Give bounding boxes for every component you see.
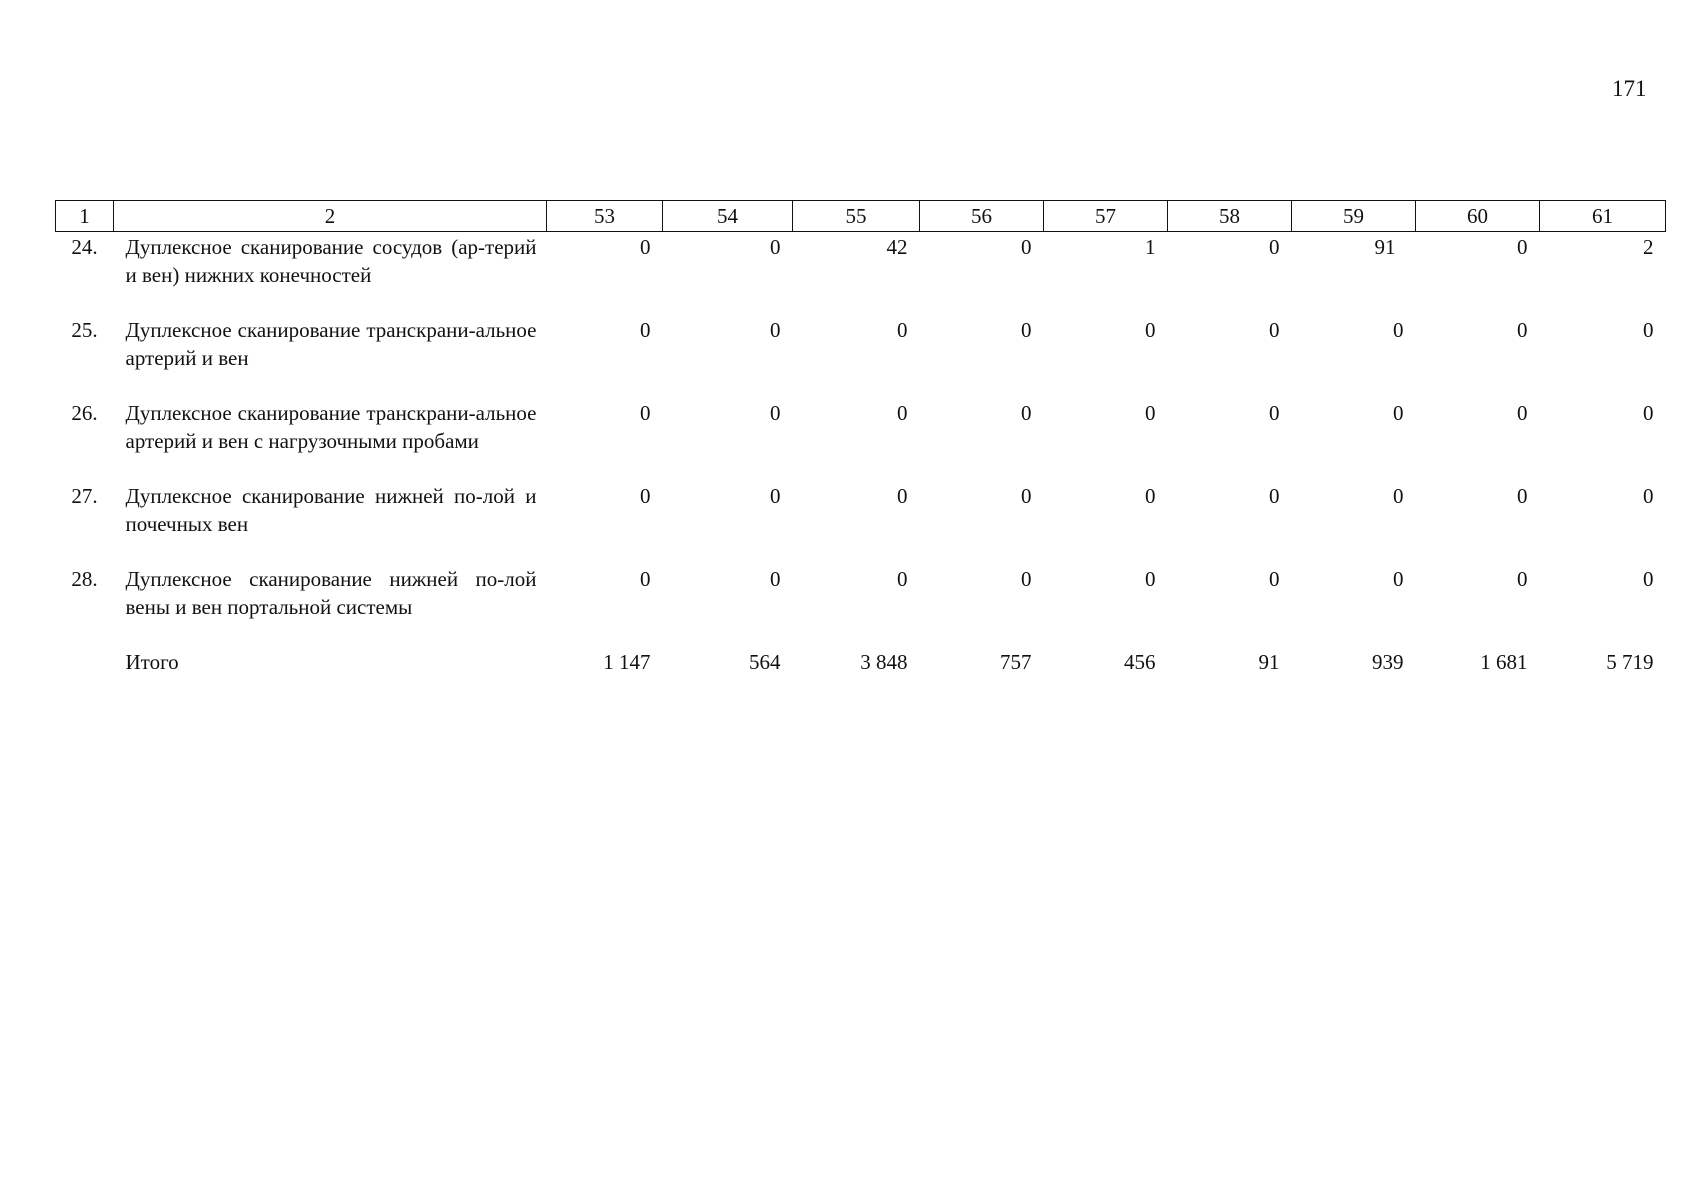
table-row xyxy=(56,565,1666,648)
column-header: 61 xyxy=(1540,201,1666,232)
table-row xyxy=(56,399,1666,482)
cell-value: 0 xyxy=(1393,318,1404,342)
cell-value: 0 xyxy=(897,484,908,508)
cell-value: 0 xyxy=(1145,567,1156,591)
cell-value: 0 xyxy=(1269,235,1280,259)
cell-value: 0 xyxy=(770,484,781,508)
cell-value: 0 xyxy=(770,567,781,591)
cell-value: 0 xyxy=(1643,567,1654,591)
cell-value: 91 xyxy=(1374,235,1396,259)
cell-value: 0 xyxy=(1145,318,1156,342)
cell-value: 0 xyxy=(1269,401,1280,425)
page-number: 171 xyxy=(1612,76,1647,101)
cell-value: 0 xyxy=(640,318,651,342)
cell-value: 2 xyxy=(1643,235,1654,259)
total-value: 91 xyxy=(1258,650,1280,674)
row-number: 24. xyxy=(71,235,98,259)
cell-value: 0 xyxy=(1021,567,1032,591)
table-row xyxy=(56,482,1666,565)
table-row xyxy=(56,232,1666,317)
row-number: 27. xyxy=(71,484,98,508)
cell-value: 0 xyxy=(1269,318,1280,342)
cell-value: 0 xyxy=(1517,567,1528,591)
cell-value: 0 xyxy=(897,401,908,425)
cell-value: 0 xyxy=(1517,235,1528,259)
cell-value: 0 xyxy=(1021,484,1032,508)
column-header: 58 xyxy=(1168,201,1292,232)
total-label: Итого xyxy=(125,650,179,674)
total-value: 564 xyxy=(749,650,781,674)
total-row xyxy=(56,648,1666,676)
cell-value: 0 xyxy=(770,401,781,425)
row-number xyxy=(56,648,114,676)
cell-value: 0 xyxy=(1393,567,1404,591)
total-value: 939 xyxy=(1372,650,1404,674)
total-value: 1 681 xyxy=(1480,650,1528,674)
row-name: Дуплексное сканирование транскрани-альное артерий и вен с нагрузочными пробами xyxy=(125,401,537,453)
cell-value: 0 xyxy=(640,567,651,591)
cell-value: 0 xyxy=(1021,318,1032,342)
total-value: 1 147 xyxy=(603,650,651,674)
cell-value: 42 xyxy=(886,235,908,259)
cell-value: 0 xyxy=(1517,318,1528,342)
cell-value: 0 xyxy=(1643,401,1654,425)
cell-value: 0 xyxy=(640,401,651,425)
row-number: 28. xyxy=(71,567,98,591)
row-number: 25. xyxy=(71,318,98,342)
cell-value: 0 xyxy=(897,318,908,342)
cell-value: 0 xyxy=(1021,401,1032,425)
cell-value: 0 xyxy=(770,318,781,342)
total-value: 456 xyxy=(1124,650,1156,674)
row-name: Дуплексное сканирование нижней по-лой и почечных вен xyxy=(125,484,537,536)
total-value: 757 xyxy=(1000,650,1032,674)
cell-value: 0 xyxy=(1021,235,1032,259)
cell-value: 0 xyxy=(1393,401,1404,425)
column-header: 55 xyxy=(793,201,920,232)
total-value: 5 719 xyxy=(1606,650,1654,674)
cell-value: 1 xyxy=(1145,235,1156,259)
statistics-table xyxy=(55,200,1666,676)
row-number: 26. xyxy=(71,401,98,425)
cell-value: 0 xyxy=(1269,567,1280,591)
total-value: 3 848 xyxy=(860,650,908,674)
row-name: Дуплексное сканирование нижней по-лой вены и вен портальной системы xyxy=(125,567,537,619)
cell-value: 0 xyxy=(640,235,651,259)
row-name: Дуплексное сканирование транскрани-альное артерий и вен xyxy=(125,318,537,370)
row-name: Дуплексное сканирование сосудов (ар-терий и вен) нижних конечностей xyxy=(125,235,537,287)
header-row xyxy=(56,201,1666,232)
cell-value: 0 xyxy=(770,235,781,259)
column-header: 59 xyxy=(1292,201,1416,232)
cell-value: 0 xyxy=(897,567,908,591)
column-header: 53 xyxy=(547,201,663,232)
column-header: 60 xyxy=(1416,201,1540,232)
column-header: 1 xyxy=(56,201,114,232)
cell-value: 0 xyxy=(1145,484,1156,508)
column-header: 56 xyxy=(920,201,1044,232)
cell-value: 0 xyxy=(1517,401,1528,425)
column-header: 2 xyxy=(114,201,547,232)
column-header: 57 xyxy=(1044,201,1168,232)
cell-value: 0 xyxy=(1517,484,1528,508)
column-header: 54 xyxy=(663,201,793,232)
table-row xyxy=(56,316,1666,399)
cell-value: 0 xyxy=(1145,401,1156,425)
cell-value: 0 xyxy=(1269,484,1280,508)
cell-value: 0 xyxy=(1393,484,1404,508)
cell-value: 0 xyxy=(1643,318,1654,342)
cell-value: 0 xyxy=(640,484,651,508)
cell-value: 0 xyxy=(1643,484,1654,508)
